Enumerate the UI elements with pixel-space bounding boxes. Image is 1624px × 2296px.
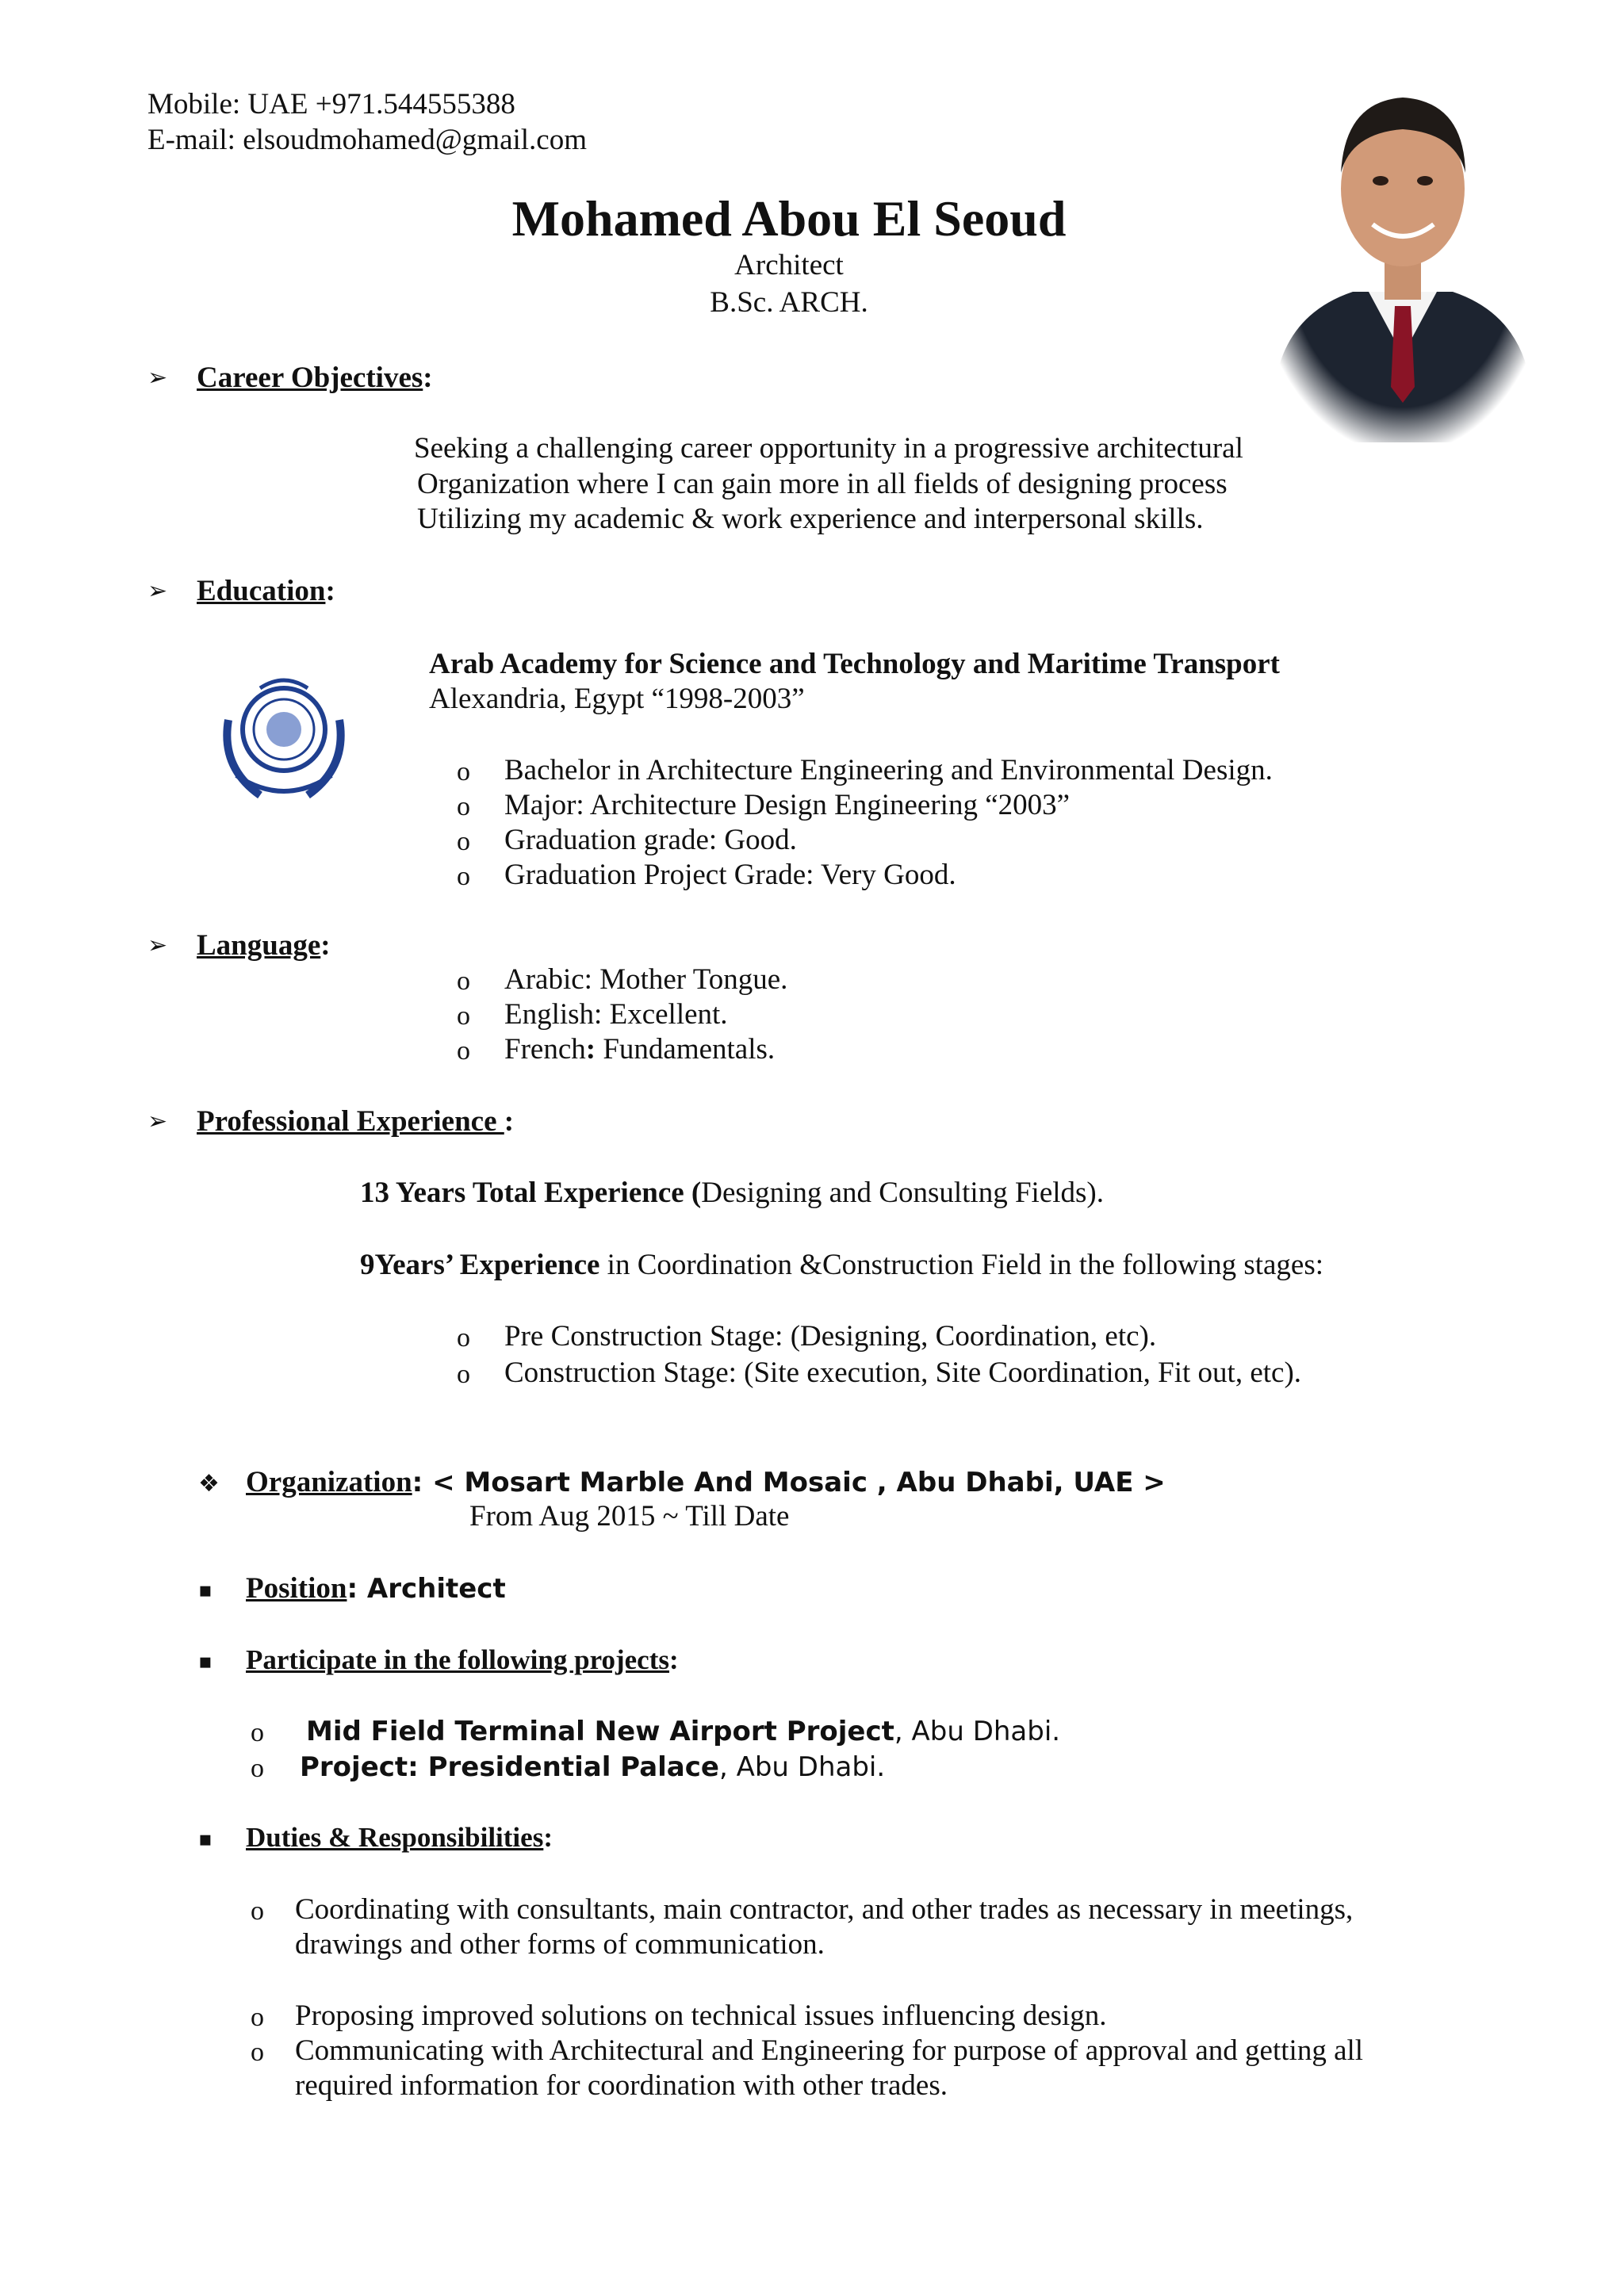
experience-heading: Professional Experience : (197, 1105, 515, 1138)
circle-bullet-icon: o (457, 1360, 470, 1389)
circle-bullet-icon: o (457, 827, 470, 856)
circle-bullet-icon: o (251, 1754, 264, 1783)
circle-bullet-icon: o (251, 1896, 264, 1926)
circle-bullet-icon: o (251, 2038, 264, 2067)
education-item: Major: Architecture Design Engineering “2003” (504, 789, 1071, 821)
duty-line: Coordinating with consultants, main contractor, and other trades as necessary in meetings, (295, 1893, 1354, 1926)
career-line: Utilizing my academic & work experience and interpersonal skills. (417, 503, 1204, 535)
organization-dates: From Aug 2015 ~ Till Date (469, 1500, 790, 1533)
language-item: French: Fundamentals. (504, 1033, 776, 1066)
circle-bullet-icon: o (457, 1036, 470, 1066)
email-address[interactable]: E-mail: elsoudmohamed@gmail.com (147, 124, 588, 156)
diamond-bullet-icon: ❖ (198, 1470, 220, 1498)
stage-item: Construction Stage: (Site execution, Site Coordination, Fit out, etc). (504, 1357, 1302, 1389)
duty-line: Communicating with Architectural and Engineering for purpose of approval and getting all (295, 2034, 1364, 2067)
project-item: Project: Presidential Palace, Abu Dhabi. (300, 1751, 886, 1783)
duties-heading: Duties & Responsibilities: (246, 1822, 553, 1853)
square-bullet-icon: ▪ (198, 1578, 213, 1602)
projects-heading: Participate in the following projects: (246, 1644, 679, 1675)
language-item: Arabic: Mother Tongue. (504, 963, 788, 996)
square-bullet-icon: ▪ (198, 1650, 213, 1674)
duty-line: drawings and other forms of communication. (295, 1928, 825, 1961)
arrow-bullet-icon: ➢ (147, 577, 168, 605)
education-heading: Education: (197, 575, 335, 607)
language-item: English: Excellent. (504, 998, 728, 1031)
degree: B.Sc. ARCH. (710, 286, 868, 319)
project-item: Mid Field Terminal New Airport Project, Abu Dhabi. (306, 1716, 1061, 1747)
duty-line: Proposing improved solutions on technical issues influencing design. (295, 1999, 1107, 2032)
education-item: Graduation Project Grade: Very Good. (504, 859, 956, 891)
education-item: Bachelor in Architecture Engineering and Environmental Design. (504, 754, 1273, 786)
circle-bullet-icon: o (251, 1718, 264, 1747)
circle-bullet-icon: o (457, 1323, 470, 1353)
institution-name: Arab Academy for Science and Technology and Maritime Transport (429, 648, 1280, 680)
profile-photo (1266, 54, 1540, 442)
circle-bullet-icon: o (457, 757, 470, 786)
circle-bullet-icon: o (251, 2003, 264, 2032)
duty-line: required information for coordination with other trades. (295, 2069, 948, 2102)
square-bullet-icon: ▪ (198, 1827, 213, 1851)
job-title: Architect (734, 249, 844, 281)
total-experience: 13 Years Total Experience (Designing and Consulting Fields). (360, 1177, 1104, 1209)
circle-bullet-icon: o (457, 862, 470, 891)
arrow-bullet-icon: ➢ (147, 1108, 168, 1135)
stage-item: Pre Construction Stage: (Designing, Coordination, etc). (504, 1320, 1157, 1353)
position-line: Position: Architect (246, 1572, 506, 1605)
career-heading: Career Objectives: (197, 362, 433, 394)
university-logo-icon (205, 656, 363, 815)
circle-bullet-icon: o (457, 966, 470, 996)
page-title: Mohamed Abou El Seoud (511, 190, 1067, 247)
mobile-number: Mobile: UAE +971.544555388 (147, 88, 515, 121)
language-heading: Language: (197, 929, 331, 962)
education-item: Graduation grade: Good. (504, 824, 797, 856)
circle-bullet-icon: o (457, 1001, 470, 1031)
career-line: Seeking a challenging career opportunity in a progressive architectural (414, 432, 1243, 465)
career-line: Organization where I can gain more in all fields of designing process (417, 468, 1228, 500)
coordination-experience: 9Years’ Experience in Coordination &Construction Field in the following stages: (360, 1249, 1324, 1281)
arrow-bullet-icon: ➢ (147, 932, 168, 959)
institution-location: Alexandria, Egypt “1998-2003” (429, 683, 805, 715)
arrow-bullet-icon: ➢ (147, 364, 168, 392)
organization-line: Organization: < Mosart Marble And Mosaic , Abu Dhabi, UAE > (246, 1466, 1166, 1498)
circle-bullet-icon: o (457, 792, 470, 821)
